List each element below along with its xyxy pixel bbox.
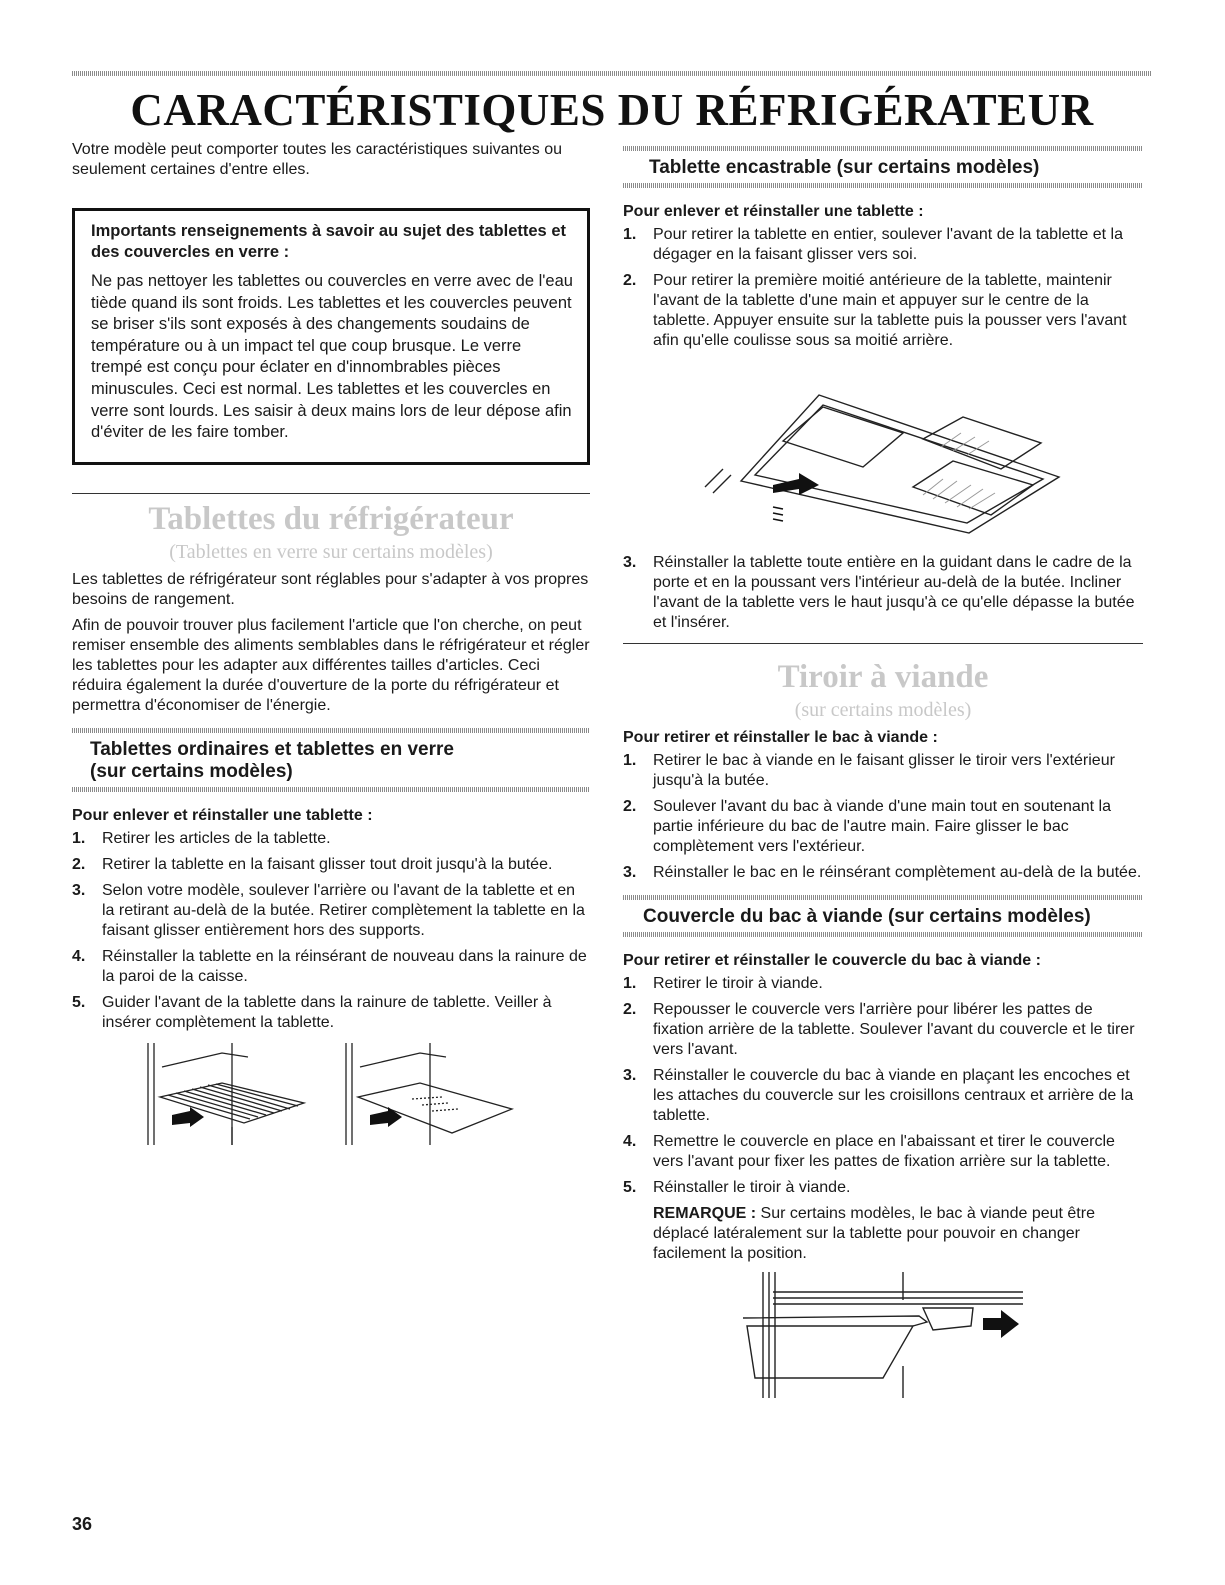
slide-shelf-proc-title: Pour enlever et réinstaller une tablette :	[623, 203, 924, 220]
shelves-section-heading: Tablettes du réfrigérateur	[148, 500, 514, 537]
step-number: 3.	[623, 554, 637, 571]
step-text: Pour retirer la première moitié antérieure de la tablette, maintenir l'avant de la tablette d'une main et appuyer sur le centre de la tablette. Appuyer ensuite sur la tablette puis la pousser vers l'avant afin qu'elle coulisse sous sa moitié arrière.	[653, 272, 1127, 349]
ordinary-steps-list	[72, 829, 590, 1033]
step-text: Pour retirer la tablette en entier, soulever l'avant de la tablette et la dégager en la faisant glisser vers soi.	[653, 226, 1123, 263]
step-text: Guider l'avant de la tablette dans la rainure de tablette. Veiller à insérer complètement la tablette.	[102, 993, 552, 1031]
step-number: 4.	[72, 947, 86, 965]
step-text: Soulever l'avant du bac à viande d'une main tout en soutenant la partie inférieure du bac de l'autre main. Faire glisser le bac complètement vers l'extérieur.	[653, 798, 1111, 855]
section-divider	[623, 643, 1143, 644]
ordinary-proc-title: Pour enlever et réinstaller une tablette :	[72, 806, 373, 824]
step-number: 2.	[623, 272, 637, 289]
list-item	[72, 829, 590, 849]
hatched-rule	[623, 932, 1143, 937]
glass-warning-box	[72, 208, 590, 465]
step-number: 2.	[72, 855, 86, 873]
shelves-section-subheading: (Tablettes en verre sur certains modèles)	[169, 540, 493, 563]
top-hatched-rule	[72, 71, 1152, 76]
hatched-rule	[72, 787, 590, 792]
list-item	[72, 947, 590, 987]
list-item	[72, 881, 590, 941]
step-text: Réinstaller la tablette toute entière en la guidant dans le cadre de la porte et en la poussant vers l'intérieur au-delà de la butée. Incliner l'avant de la tablette vers le haut jusqu'à ce qu'elle dépasse la butée et l'insérer.	[653, 554, 1135, 631]
step-number: 2.	[623, 1001, 637, 1018]
list-item	[623, 553, 1143, 633]
meat-drawer-steps-list	[623, 751, 1143, 883]
list-item	[623, 1132, 1143, 1172]
list-item	[623, 751, 1143, 791]
step-text: Repousser le couvercle vers l'arrière pour libérer les pattes de fixation arrière de la tablette. Soulever l'avant du couvercle et le tirer vers l'avant.	[653, 1001, 1135, 1058]
intro-text: Votre modèle peut comporter toutes les caractéristiques suivantes ou seulement certaines d'entre elles.	[72, 141, 563, 178]
page-number: 36	[72, 1514, 93, 1534]
list-item	[72, 993, 590, 1033]
step-number: 2.	[623, 798, 637, 815]
warning-box-title: Importants renseignements à savoir au sujet des tablettes et des couvercles en verre :	[91, 222, 566, 261]
ordinary-shelves-heading-line2: (sur certains modèles)	[90, 760, 293, 782]
cover-note	[653, 1204, 1143, 1264]
page-title: CARACTÉRISTIQUES DU RÉFRIGÉRATEUR	[130, 85, 1094, 135]
note-text: Sur certains modèles, le bac à viande peut être déplacé latéralement sur la tablette pour pouvoir en changer facilement la position.	[653, 1205, 1095, 1262]
list-item	[623, 797, 1143, 857]
list-item	[623, 225, 1143, 265]
slide-shelf-heading: Tablette encastrable (sur certains modèles)	[649, 157, 1040, 178]
shelves-paragraph-2: Afin de pouvoir trouver plus facilement l'article que l'on cherche, on peut remiser ensemble des aliments semblables dans le réfrigérateur et régler les tablettes pour les adapter aux différentes tailles d'articles. Ceci réduira également la durée d'ouverture de la porte du réfrigérateur et permettra d'économiser de l'énergie.	[72, 616, 590, 714]
step-text: Retirer le bac à viande en le faisant glisser le tiroir vers l'extérieur jusqu'à la butée.	[653, 752, 1115, 789]
ordinary-shelves-heading	[72, 733, 590, 787]
meat-drawer-illustration	[623, 1270, 1143, 1400]
step-number: 5.	[72, 993, 86, 1011]
step-text: Réinstaller le bac en le réinsérant complètement au-delà de la butée.	[653, 864, 1142, 881]
section-divider	[72, 493, 590, 494]
hatched-rule	[623, 183, 1143, 188]
list-item	[623, 1000, 1143, 1060]
cover-proc-title: Pour retirer et réinstaller le couvercle du bac à viande :	[623, 952, 1041, 969]
step-number: 5.	[623, 1179, 637, 1196]
meat-drawer-proc-title: Pour retirer et réinstaller le bac à viande :	[623, 729, 938, 746]
meat-drawer-subheading: (sur certains modèles)	[794, 699, 972, 721]
slide-shelf-illustration	[623, 357, 1143, 547]
list-item	[623, 1066, 1143, 1126]
meat-drawer-heading: Tiroir à viande	[777, 659, 989, 695]
step-number: 1.	[623, 226, 637, 243]
step-number: 3.	[623, 864, 637, 881]
step-number: 3.	[623, 1067, 637, 1084]
step-text: Selon votre modèle, soulever l'arrière ou l'avant de la tablette et en la retirant au-delà de la butée. Retirer complètement la tablette en la faisant glisser entièrement hors des supports.	[102, 881, 585, 939]
note-label: REMARQUE :	[653, 1205, 757, 1222]
cover-steps-list	[623, 974, 1143, 1264]
step-number: 3.	[72, 881, 86, 899]
step-text: Retirer la tablette en la faisant glisser tout droit jusqu'à la butée.	[102, 855, 553, 873]
list-item	[623, 1178, 1143, 1264]
step-number: 1.	[623, 752, 637, 769]
step-number: 1.	[72, 829, 86, 847]
step-text: Réinstaller le tiroir à viande.	[653, 1179, 851, 1196]
slide-shelf-steps-list	[623, 225, 1143, 351]
step-text: Retirer le tiroir à viande.	[653, 975, 823, 992]
cover-heading: Couvercle du bac à viande (sur certains modèles)	[643, 906, 1091, 927]
step-number: 1.	[623, 975, 637, 992]
step-text: Remettre le couvercle en place en l'abaissant et tirer le couvercle vers l'avant pour fixer les pattes de fixation arrière sur la tablette.	[653, 1133, 1115, 1170]
step-number: 4.	[623, 1133, 637, 1150]
left-column	[72, 140, 590, 1149]
step-text: Réinstaller le couvercle du bac à viande en plaçant les encoches et les attaches du couvercle sur les croisillons centraux et arrière de la tablette.	[653, 1067, 1134, 1124]
slide-shelf-step3-list	[623, 553, 1143, 633]
list-item	[623, 271, 1143, 351]
step-text: Retirer les articles de la tablette.	[102, 829, 331, 847]
warning-box-body: Ne pas nettoyer les tablettes ou couvercles en verre avec de l'eau tiède quand ils sont froids. Les tablettes et les couvercles peuvent se briser s'ils sont exposés à des changements soudains de température ou à un impact tel que coup brusque. Le verre trempé est conçu pour éclater en d'innombrables pièces minuscules. Ceci est normal. Les tablettes et les couvercles en verre sont lourds. Les saisir à deux mains lors de leur dépose afin d'éviter de les faire tomber.	[91, 272, 573, 442]
shelves-paragraph-1: Les tablettes de réfrigérateur sont réglables pour s'adapter à vos propres besoins de rangement.	[72, 570, 589, 608]
right-column	[623, 140, 1143, 1400]
step-text: Réinstaller la tablette en la réinsérant de nouveau dans la rainure de la paroi de la caisse.	[102, 947, 587, 985]
shelf-removal-illustration	[72, 1039, 590, 1149]
ordinary-shelves-heading-line1: Tablettes ordinaires et tablettes en verre	[90, 738, 454, 760]
list-item	[623, 863, 1143, 883]
list-item	[72, 855, 590, 875]
list-item	[623, 974, 1143, 994]
